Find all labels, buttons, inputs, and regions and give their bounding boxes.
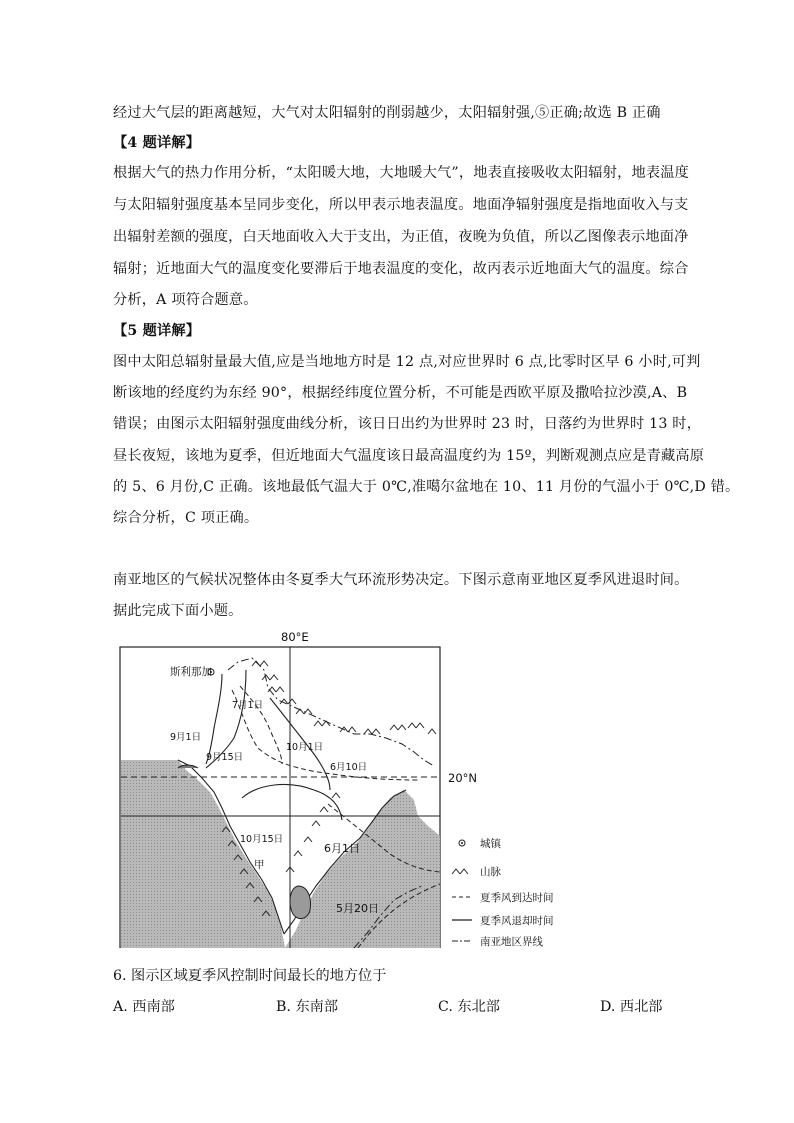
label-oct15: 10月15日 [240, 834, 284, 845]
label-jia: 甲 [254, 859, 265, 871]
paragraph-line: 断该地的经度约为东经 90°，根据经纬度位置分析，不可能是西欧平原及撒哈拉沙漠,A、B [113, 385, 688, 401]
legend-arrive-label: 夏季风到达时间 [480, 892, 554, 904]
label-may20: 5月20日 [336, 902, 379, 915]
meridian-label: 80°E [281, 630, 309, 644]
label-jun1: 6月1日 [324, 842, 360, 855]
option-b[interactable] [276, 997, 338, 1017]
option-text: 西北部 [619, 999, 663, 1015]
option-key: B. [276, 999, 291, 1015]
paragraph-line: 与太阳辐射强度基本呈同步变化，所以甲表示地表温度。地面净辐射强度是指地面收入与支 [113, 197, 689, 213]
paragraph-line: 的 5、6 月份,C 正确。该地最低气温大于 0℃,准噶尔盆地在 10、11 月份的气温小于 0℃,D 错。 [113, 479, 740, 495]
legend-boundary-label: 南亚地区界线 [480, 936, 543, 948]
option-key: D. [600, 999, 616, 1015]
option-d[interactable] [600, 997, 662, 1017]
option-key: C. [438, 999, 453, 1015]
legend-town-icon-dot [461, 842, 463, 844]
option-a[interactable] [113, 997, 175, 1017]
paragraph-line: 昼长夜短，该地为夏季，但近地面大气温度该日最高温度约为 15º，判断观测点应是青藏高原 [113, 448, 705, 464]
paragraph-line: 根据大气的热力作用分析，“太阳暖大地，大地暖大气”，地表直接吸收太阳辐射，地表温度 [113, 165, 690, 181]
option-c[interactable] [438, 997, 500, 1017]
option-text: 西南部 [132, 999, 175, 1015]
option-key: A. [113, 999, 128, 1015]
parallel-label: 20°N [448, 771, 477, 785]
map-legend [452, 837, 554, 948]
legend-town-label: 城镇 [480, 838, 501, 850]
option-text: 东北部 [457, 999, 500, 1015]
option-text: 东南部 [295, 999, 339, 1015]
intro-line: 南亚地区的气候状况整体由冬夏季大气环流形势决定。下图示意南亚地区夏季风进退时间。 [113, 572, 689, 588]
label-sep1: 9月1日 [170, 732, 202, 743]
legend-retreat-label: 夏季风退却时间 [480, 915, 554, 927]
south-asia-monsoon-map [118, 630, 566, 948]
paragraph-line: 图中太阳总辐射量最大值,应是当地地方时是 12 点,对应世界时 6 点,比零时区早 6 小时,可判 [113, 354, 701, 370]
paragraph-line: 经过大气层的距离越短，大气对太阳辐射的削弱越少，太阳辐射强,⑤正确;故选 B 正确 [113, 105, 661, 121]
label-sep15: 9月15日 [206, 752, 244, 763]
paragraph-line: 综合分析，C 项正确。 [113, 510, 259, 526]
label-jun10: 6月10日 [330, 762, 368, 773]
intro-line: 据此完成下面小题。 [113, 603, 243, 619]
paragraph-line: 错误；由图示太阳辐射强度曲线分析，该日日出约为世界时 23 时，日落约为世界时 13 时， [113, 416, 702, 432]
legend-mountain-label: 山脉 [480, 866, 501, 878]
legend-mountain-icon [452, 869, 468, 874]
paragraph-line: 分析，A 项符合题意。 [113, 292, 258, 308]
section-heading-5: 【5 题详解】 [113, 323, 201, 339]
question-stem: 6. 图示区域夏季风控制时间最长的地方位于 [113, 968, 387, 984]
city-label: 斯利那加 [170, 666, 212, 678]
sri-lanka [290, 886, 311, 919]
label-oct1: 10月1日 [286, 742, 324, 753]
paragraph-line: 辐射；近地面大气的温度变化要滞后于地表温度的变化，故丙表示近地面大气的温度。综合 [113, 261, 689, 277]
paragraph-line: 出辐射差额的强度，白天地面收入大于支出，为正值，夜晚为负值，所以乙图像表示地面净 [113, 229, 689, 245]
label-jul1: 7月1日 [232, 700, 264, 711]
section-heading-4: 【4 题详解】 [113, 135, 201, 151]
